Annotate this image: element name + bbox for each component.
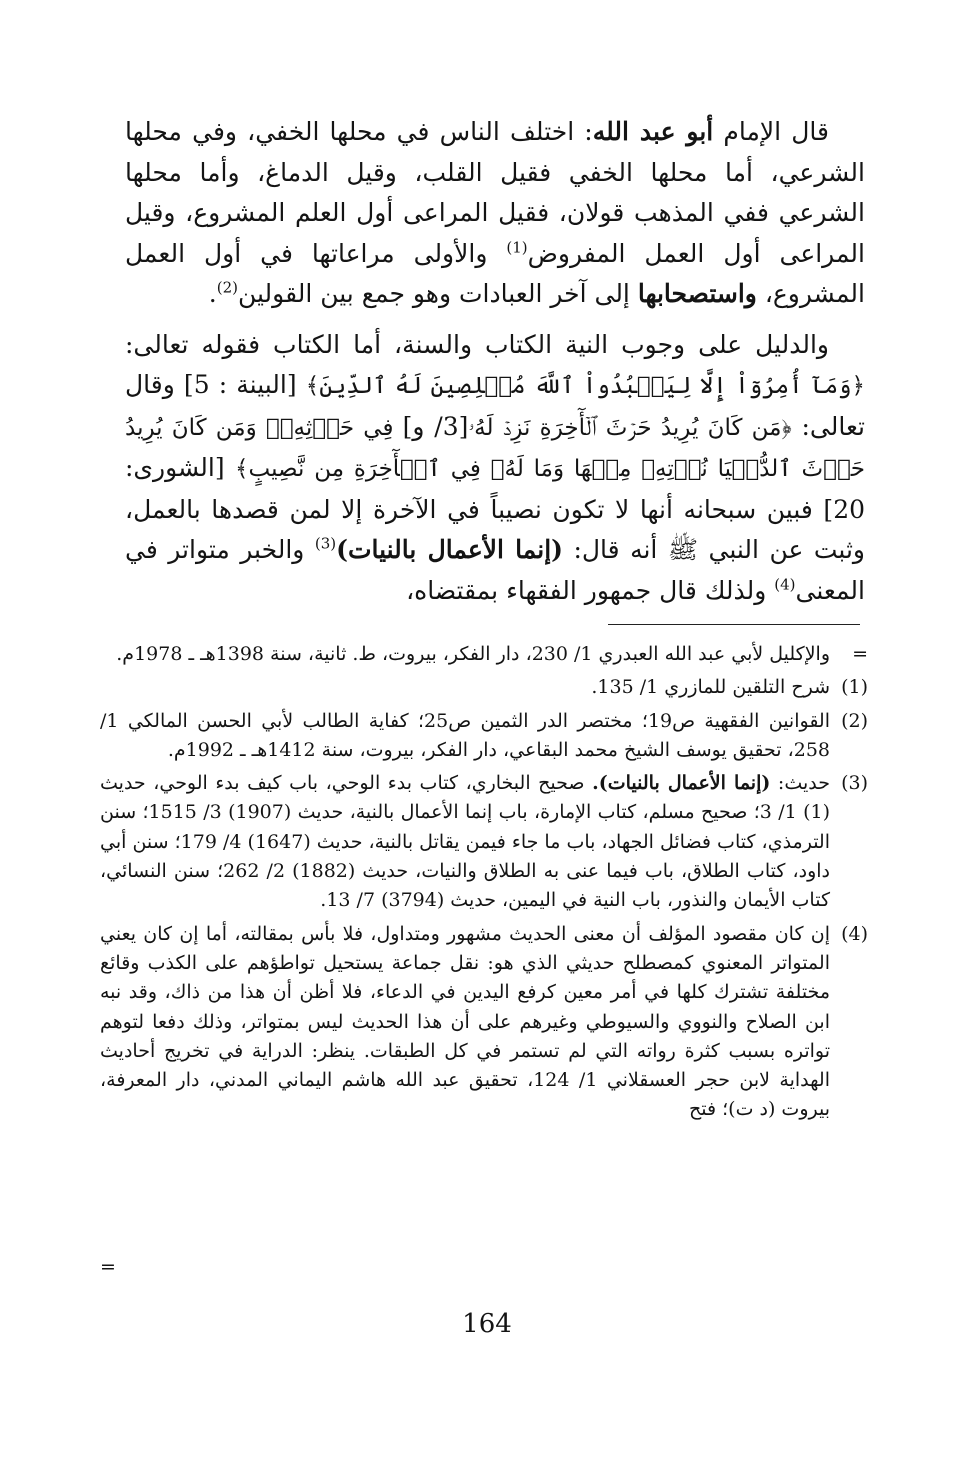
verse-citation: [البينة : 5] xyxy=(174,370,306,399)
text-run: . xyxy=(208,279,217,308)
text-run: والأولى مراعاتها في أول العمل المشروع، xyxy=(125,238,865,308)
text-run: : اختلف الناس في محلها الخفي، وفي محلها الشرعي، أما محلها الخفي فقيل القلب، وقيل الدماغ، وأما محلها الشرعي ففي المذهب قولان، فقيل المراعى أول العلم المشروع، وقيل المراعى أول العمل المفروض xyxy=(125,117,865,268)
footnotes xyxy=(100,640,868,1129)
footnote-continuation xyxy=(100,640,868,669)
footnote-number: (4) xyxy=(841,922,868,945)
quran-verse: ﴿وَمَآ أُمِرُوٓاْ إِلَّا لِيَعۡبُدُواْ ٱللَّهَ مُخۡلِصِينَ لَهُ ٱلدِّينَ﴾ xyxy=(305,373,865,399)
footnote-ref-3[interactable]: (3) xyxy=(314,534,337,553)
text-run: والخبر متواتر في المعنى xyxy=(125,535,865,605)
manuscript-folio-marker: [3/ و] xyxy=(402,411,469,441)
text-run: حديث: xyxy=(770,772,830,795)
page-number: 164 xyxy=(462,1309,512,1339)
text-run: قال الإمام xyxy=(713,117,829,146)
hadith-quote: (إنما الأعمال بالنيات) xyxy=(336,535,563,564)
footnote-divider xyxy=(608,624,860,625)
text-run: ولذلك قال جمهور الفقهاء بمقتضاه، xyxy=(406,575,775,605)
continues-marker: = xyxy=(100,1256,116,1278)
footnote-text: القوانين الفقهية ص19؛ مختصر الدر الثمين ص25؛ كفاية الطالب لأبي الحسن المالكي 1/ 258، تحقيق يوسف الشيخ محمد البقاعي، دار الفكر، بيروت، سنة 1412هـ ـ 1992م. xyxy=(100,709,830,761)
main-text xyxy=(125,112,865,611)
quran-verse: فِي حَرۡثِهِۦۖ وَمَن كَانَ يُرِيدُ حَرۡثَ ٱلدُّنۡيَا نُؤۡتِهِۦ مِنۡهَا وَمَا لَهُۥ فِي ٱلۡأٓخِرَةِ مِن نَّصِيبٍ﴾ xyxy=(125,414,865,482)
text-run: وقال تعالى: xyxy=(125,370,865,441)
text-run: والدليل على وجوب النية الكتاب والسنة، أما الكتاب فقوله تعالى: xyxy=(125,329,829,359)
footnote-text: والإكليل لأبي عبد الله العبدري 1/ 230، دار الفكر، بيروت، ط. ثانية، سنة 1398هـ ـ 1978م. xyxy=(116,643,830,665)
footnote-2 xyxy=(100,707,868,766)
hadith-title: (إنما الأعمال بالنيات). xyxy=(592,772,771,795)
footnote-text: شرح التلقين للمازري 1/ 135. xyxy=(591,676,830,699)
author-name: أبو عبد الله xyxy=(592,117,714,146)
verse-citation: [الشورى: 20] xyxy=(125,453,865,524)
footnote-number: (2) xyxy=(841,709,868,732)
footnote-ref-2[interactable]: (2) xyxy=(216,278,238,297)
text-run: صحيح البخاري، كتاب بدء الوحي، باب كيف بدء الوحي، حديث (1) 1/ 3؛ صحيح مسلم، كتاب الإمارة، باب إنما الأعمال بالنية، حديث (1907) 3/ 1515؛ سنن الترمذي، كتاب فضائل الجهاد، باب ما جاء فيمن يقاتل بالنية، حديث (1647) 4/ 179؛ سنن أبي داود، كتاب الطلاق، باب فيما عنى به الطلاق والنيات، حديث (1882) 2/ 262؛ سنن النسائي، كتاب الأيمان والنذور، باب النية في اليمين، حديث (3794) 7/ 13. xyxy=(100,772,830,912)
bold-term: واستصحابها xyxy=(637,279,757,308)
quran-verse: ﴿مَن كَانَ يُرِيدُ حَرۡثَ ٱلۡأٓخِرَةِ نَزِدۡ لَهُۥ xyxy=(468,414,792,441)
footnote-4 xyxy=(100,920,868,1125)
footnote-text: إن كان مقصود المؤلف أن معنى الحديث مشهور ومتداول، فلا بأس بمقالته، أما إن كان يعني المتواتر المعنوي كمصطلح حديثي الذي هو: نقل جماعة يستحيل تواطؤهم على الكذب وقائع مختلفة تشترك كلها في أمر معين كرفع اليدين في الدعاء، فلا أظن أن هذا من ذاك، وقد نبه ابن الصلاح والنووي والسيوطي وغيرهم على أن هذا الحديث ليس بمتواتر، وذلك دفعا لتوهم تواتره بسبب كثرة رواته التي لم تستمر في كل الطبقات. ينظر: الدراية في تخريج أحاديث الهداية لابن حجر العسقلاني 1/ 124، تحقيق عبد الله هاشم اليماني المدني، دار المعرفة، بيروت (د ت)؛ فتح xyxy=(100,922,830,1121)
footnote-text xyxy=(100,769,830,915)
footnote-number: (3) xyxy=(841,772,868,795)
paragraph-2 xyxy=(125,325,865,612)
footnote-number: (1) xyxy=(841,676,868,699)
text-run: إلى آخر العبادات وهو جمع بين القولين xyxy=(237,279,638,308)
footnote-ref-4[interactable]: (4) xyxy=(774,575,796,594)
paragraph-1 xyxy=(125,112,865,315)
continuation-marker: = xyxy=(852,643,868,665)
footnote-1 xyxy=(100,673,868,702)
footnote-ref-1[interactable]: (1) xyxy=(506,238,528,257)
footnote-3 xyxy=(100,769,868,915)
text-run: فبين سبحانه أنها لا تكون نصيباً في الآخرة إلا لمن قصدها بالعمل، وثبت عن النبي ﷺ أنه قال: xyxy=(125,494,865,564)
